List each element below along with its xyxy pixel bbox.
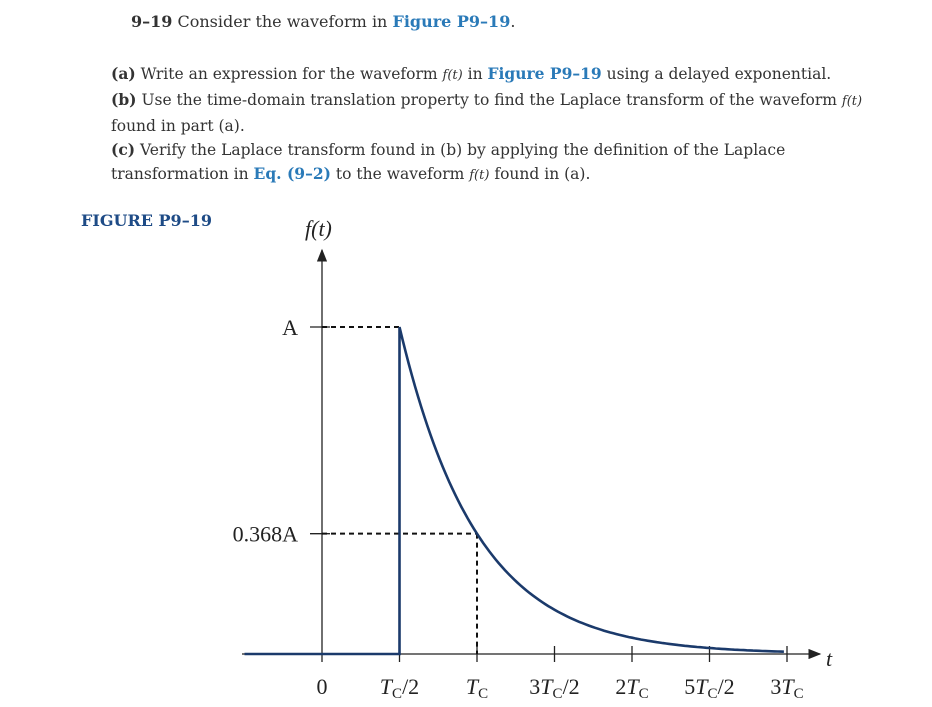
part-b-text-1: Use the time-domain translation property to find the Laplace transform of the waveform — [136, 91, 842, 109]
problem-period: . — [510, 12, 516, 31]
part-c-label: (c) — [111, 140, 136, 159]
part-a-text-1: Write an expression for the waveform — [135, 65, 443, 83]
part-a-label: (a) — [111, 64, 136, 83]
x-tick-label: 2TC — [615, 674, 649, 702]
figure-link[interactable]: Figure P9–19 — [487, 64, 602, 83]
part-b-label: (b) — [111, 90, 137, 109]
y-axis-label: f(t) — [305, 216, 332, 241]
waveform-series-line — [245, 327, 784, 654]
function-symbol: f(t) — [841, 94, 863, 109]
y-tick-label: A — [282, 315, 298, 340]
y-tick-label: 0.368A — [232, 521, 298, 547]
problem-intro: Consider the waveform in — [172, 12, 393, 31]
x-tick-label: 3TC/2 — [529, 674, 580, 702]
figure-label: FIGURE P9–19 — [81, 211, 212, 230]
part-c-text-2: to the waveform — [330, 165, 470, 183]
x-tick-label: 3TC — [770, 674, 804, 702]
equation-link[interactable]: Eq. (9–2) — [253, 164, 331, 183]
function-symbol: f(t) — [442, 68, 463, 83]
x-tick-label: 0 — [316, 674, 328, 699]
part-c-text-3: found in (a). — [489, 165, 591, 183]
x-tick-label: TC — [465, 674, 489, 702]
part-c-text-1: Verify the Laplace transform found in (b) by applying the definition of the Laplace transformation in — [111, 141, 786, 183]
x-tick-label: TC/2 — [379, 674, 420, 702]
part-b-text-2: found in part (a). — [111, 117, 245, 135]
function-symbol: f(t) — [469, 168, 490, 183]
x-tick-label: 5TC/2 — [684, 674, 735, 702]
part-a-text-3: using a delayed exponential. — [601, 65, 832, 83]
problem-number: 9–19 — [131, 12, 173, 31]
x-axis-label: t — [826, 646, 833, 671]
part-a-text-2: in — [462, 65, 488, 83]
figure-link[interactable]: Figure P9–19 — [392, 12, 511, 31]
